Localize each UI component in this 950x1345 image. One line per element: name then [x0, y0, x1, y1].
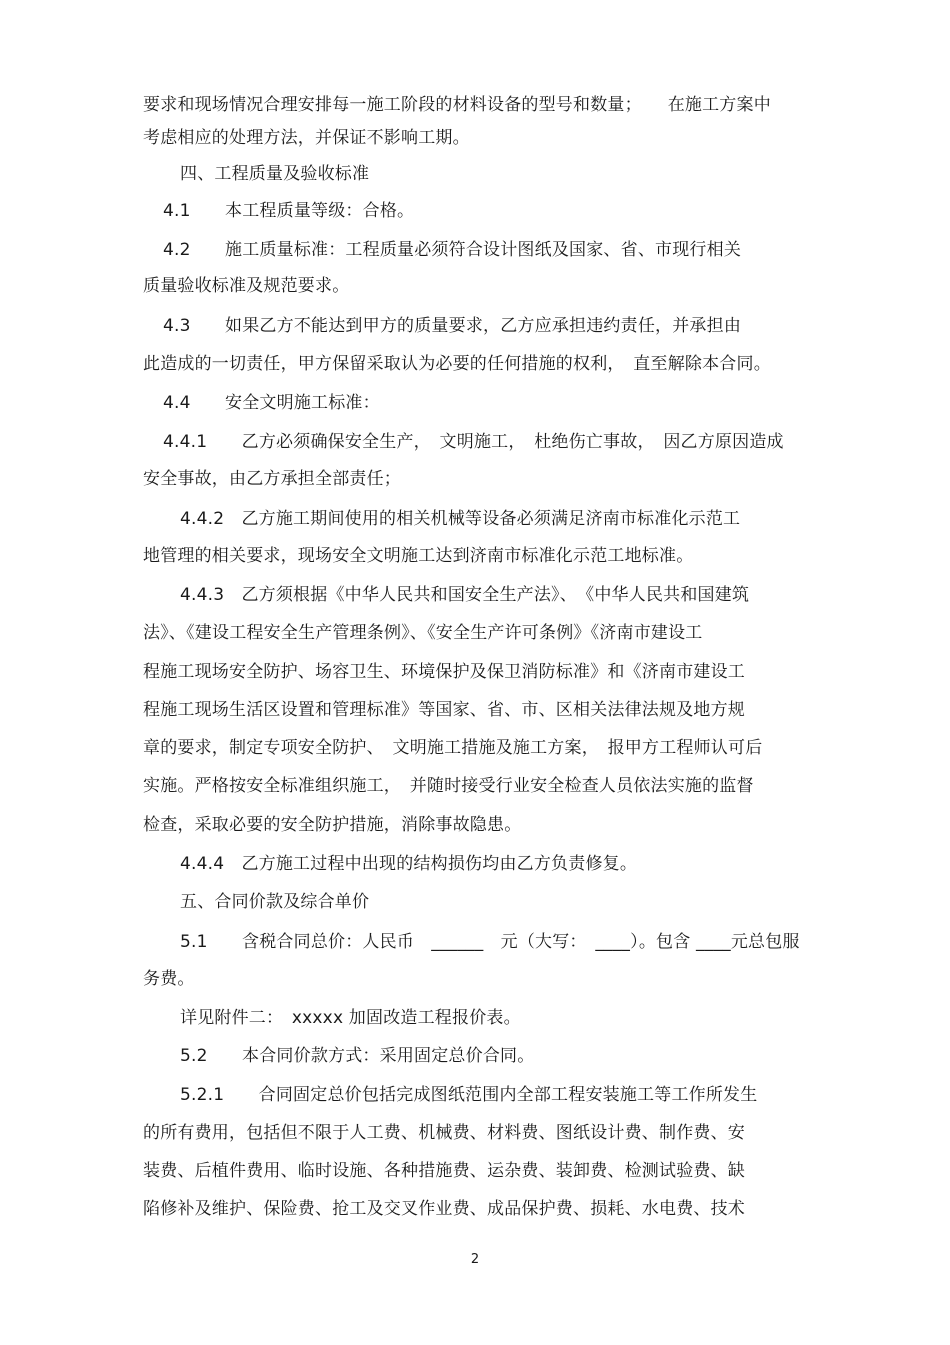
text-line: 4.4 安全文明施工标准：	[163, 393, 380, 413]
text-line: 4.2 施工质量标准：工程质量必须符合设计图纸及国家、省、市现行相关	[163, 240, 742, 260]
text-line: 要求和现场情况合理安排每一施工阶段的材料设备的型号和数量； 在施工方案中	[143, 95, 771, 115]
text-line: 5.2.1 合同固定总价包括完成图纸范围内全部工程安装施工等工作所发生	[180, 1085, 758, 1105]
text-line: 程施工现场生活区设置和管理标准》等国家、省、市、区相关法律法规及地方规	[143, 700, 745, 720]
section-heading: 四、工程质量及验收标准	[180, 164, 370, 184]
text-line: 的所有费用，包括但不限于人工费、机械费、材料费、图纸设计费、制作费、安	[143, 1123, 745, 1143]
text-line: 4.4.3 乙方须根据《中华人民共和国安全生产法》、 《中华人民共和国建筑	[180, 585, 750, 605]
text-line: 详见附件二： xxxxx 加固改造工程报价表。	[180, 1008, 521, 1028]
text-line: 装费、后植件费用、临时设施、各种措施费、运杂费、装卸费、检测试验费、缺	[143, 1161, 745, 1181]
text-line: 章的要求，制定专项安全防护、 文明施工措施及施工方案， 报甲方工程师认可后	[143, 738, 763, 758]
text-line: 此造成的一切责任，甲方保留采取认为必要的任何措施的权利， 直至解除本合同。	[143, 354, 771, 374]
section-heading: 五、合同价款及综合单价	[180, 892, 370, 912]
text-line: 地管理的相关要求，现场安全文明施工达到济南市标准化示范工地标准。	[143, 546, 694, 566]
text-line: 5.2 本合同价款方式：采用固定总价合同。	[180, 1046, 535, 1066]
text-line: 4.3 如果乙方不能达到甲方的质量要求，乙方应承担违约责任，并承担由	[163, 316, 742, 336]
text-line: 5.1 含税合同总价：人民币 ______ 元（大写： ____）。包含 ____元总包服	[180, 932, 800, 952]
text-line: 4.4.2 乙方施工期间使用的相关机械等设备必须满足济南市标准化示范工	[180, 509, 741, 529]
text-line: 考虑相应的处理方法，并保证不影响工期。	[143, 128, 470, 148]
text-line: 4.1 本工程质量等级：合格。	[163, 201, 415, 221]
text-line: 陷修补及维护、保险费、抢工及交叉作业费、成品保护费、损耗、水电费、技术	[143, 1199, 745, 1219]
text-line: 务费。	[143, 969, 195, 989]
page-number: 2	[470, 1252, 480, 1267]
text-line: 安全事故，由乙方承担全部责任；	[143, 469, 401, 489]
text-line: 法》、《建设工程安全生产管理条例》、《安全生产许可条例》《济南市建设工	[143, 623, 703, 643]
text-line: 检查，采取必要的安全防护措施，消除事故隐患。	[143, 815, 522, 835]
text-line: 实施。严格按安全标准组织施工， 并随时接受行业安全检查人员依法实施的监督	[143, 776, 754, 796]
text-line: 4.4.4 乙方施工过程中出现的结构损伤均由乙方负责修复。	[180, 854, 638, 874]
text-line: 程施工现场安全防护、场容卫生、环境保护及保卫消防标准》和《济南市建设工	[143, 662, 745, 682]
text-line: 质量验收标准及规范要求。	[143, 276, 350, 296]
text-line: 4.4.1 乙方必须确保安全生产， 文明施工， 杜绝伤亡事故， 因乙方原因造成	[163, 432, 784, 452]
